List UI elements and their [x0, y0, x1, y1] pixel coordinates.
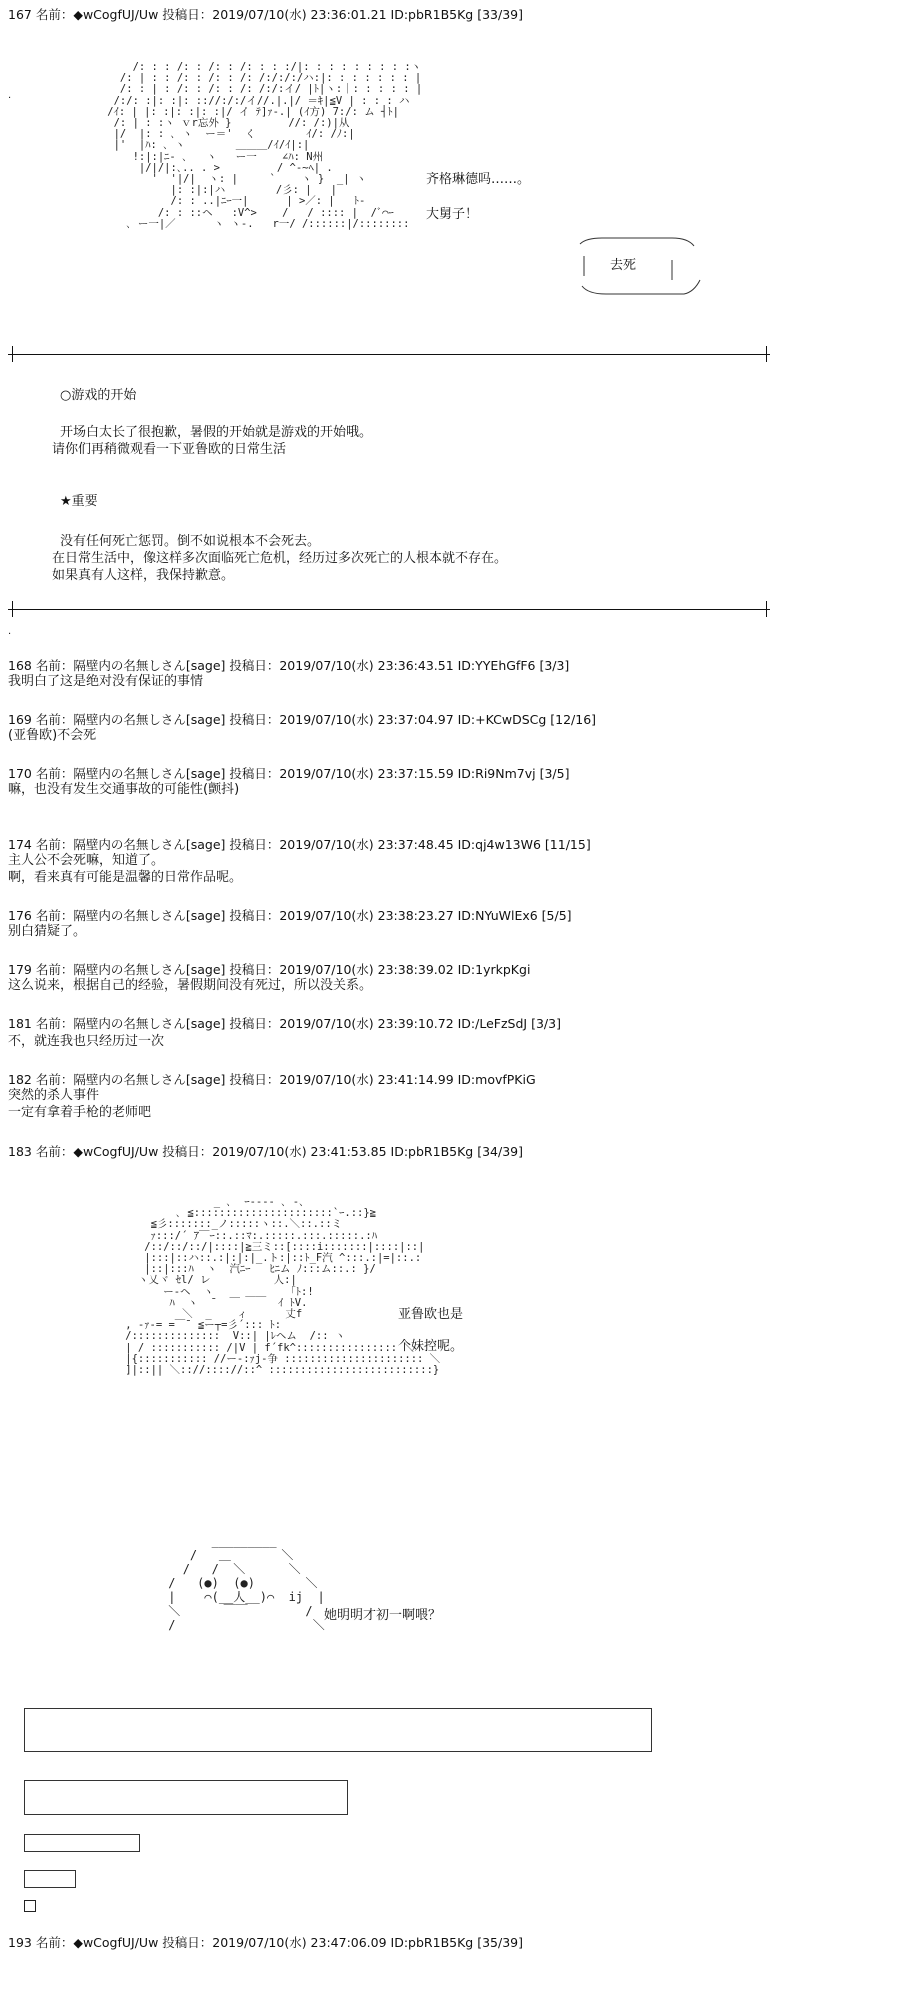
post-header: 179 名前：隔壁内の名無しさん[sage] 投稿日：2019/07/10(水) 23:38:39.02 ID:1yrkpKgi [8, 962, 531, 977]
empty-box [24, 1708, 652, 1752]
ascii-art-character: _ ､ ｰ-‐-- ､ -､ ､ ≦::::::::::::::::::::::`ｰ.::}≧ ≦彡:::::::_ノ:::::ヽ::.＼::.::ミ ｧ:::/´ ｱ￣ｰ::.::ﾏ:.:::::.:::.:::::.:ﾊ /::/::/::/|::::|≧三ミ::[::::i:::::::|::::|::| |:::|::ハ::.:|:|:|_.ト:|::ﾄ_F汽 ^:::.:|=|::.: |::|:::ﾊ ヽ 汽ﾆｰ ﾋﾆム ﾉ:::ム::.: }/ ヽ乂ヾ ｾl/ レ 人:| ー-ヘ ヽ ＿＿ 「ﾄ:! ﾊ ヽ ¯ ￣ ｲ ﾄV. ＼ _ ィ 丈f , -ｧ-= =￣¯ ≦ー┬=彡´::: ﾄ: /:::::::::::::: V::| |ﾚヘム /:: ヽ | / ::::::::::: /|V | f´fk^:::::::::::::::: ＼ |{::::::::::: //ー-:ｧj-争 :::::::::::::::::::::: ＼ ]|::|| ＼:://:::://::^ ::::::::::::::::::::::::::} [125, 1196, 441, 1377]
divider-cap [766, 346, 767, 362]
post-header: 170 名前：隔壁内の名無しさん[sage] 投稿日：2019/07/10(水) 23:37:15.59 ID:Ri9Nm7vj [3/5] [8, 766, 570, 781]
narration-line: 如果真有人这样，我保持歉意。 [52, 568, 235, 583]
post-body-line: 不，就连我也只经历过一次 [8, 1034, 165, 1049]
divider-cap [12, 601, 13, 617]
divider [8, 354, 770, 355]
divider-cap [12, 346, 13, 362]
narration-line: 开场白太长了很抱歉，暑假的开始就是游戏的开始哦。 [60, 425, 373, 440]
ascii-art-character: /: : : /: : /: : /: : : :/|: : : : : : : : :ヽ /: | : : /: : /: : /: /:/:/:/ハ:|: : : : : : : | /: : | : /: : /: : /: /:/:イ/ |ﾄ|ヽ:｜: : : : : | /:/: :|: :|: :://:/:/イ//.|.|/ ＝ｷ|≦V | : : : ハ /ｲ: | |: :|: :|: :|/ イ ﾃ]ｧ-.| (ｲ方) 7:/: ム ┤ﾄ| /: | : :ヽ ｖr忘外 } //: /:)|从 |/ |: : ､ ヽ ー＝' く ｲ/: /ﾉ:| |' |ﾊ: ､ ヽ ＿＿＿/ｲ/ｲ|:| !:|:|ﾆ- ､ ヽ ー一 ∠ﾊ: N州 |/|/|:､.. . > / ^-~ﾍ| . ' '|/| ヽ: | ` ヽ } _| ヽ |: :|:|ハ /彡: | | /: : ..|ﾆｰ一| | >／: | ﾄ- /: : ::ヘ :V^> / / :::: | /ﾞ⌒ｰ ､ ー一|／ ヽ ヽ-. r一/ /::::::|/:::::::: [107, 61, 423, 230]
post-body-line: 别白猜疑了。 [8, 924, 87, 939]
post-body-line: 我明白了这是绝对没有保证的事情 [8, 674, 204, 689]
empty-square [24, 1900, 36, 1912]
post-header: 181 名前：隔壁内の名無しさん[sage] 投稿日：2019/07/10(水) 23:39:10.72 ID:/LeFzSdJ [3/3] [8, 1016, 561, 1031]
post-header: 169 名前：隔壁内の名無しさん[sage] 投稿日：2019/07/10(水) 23:37:04.97 ID:+KCwDSCg [12/16] [8, 712, 597, 727]
section-title: ○游戏的开始 [60, 388, 137, 403]
divider [8, 609, 770, 610]
post-body-line: 主人公不会死嘛，知道了。 [8, 853, 165, 868]
empty-box [24, 1834, 140, 1852]
dialog-line: 个妹控呢。 [398, 1339, 464, 1354]
post-body-line: 突然的杀人事件 [8, 1088, 100, 1103]
ascii-art-face: _________ / ＿ ＼ / / ＼ ＼ / (●) (●) ＼ | ⌒(__人__)⌒ ij | ＼ ￣￣ / / ＼ [168, 1534, 325, 1632]
divider-cap [766, 601, 767, 617]
post-body-line: 这么说来，根据自己的经验，暑假期间没有死过，所以没关系。 [8, 978, 373, 993]
narration-line: 没有任何死亡惩罚。倒不如说根本不会死去。 [60, 534, 321, 549]
stray-dot: . [8, 626, 12, 637]
dialog-line: 齐格琳德吗……。 [426, 172, 531, 187]
dialog-line: 大舅子！ [426, 207, 479, 222]
post-header: 183 名前：◆wCogfUJ/Uw 投稿日：2019/07/10(水) 23:41:53.85 ID:pbR1B5Kg [34/39] [8, 1144, 523, 1159]
section-title: ★重要 [60, 494, 98, 509]
stray-dot: . [8, 90, 12, 101]
post-header: 168 名前：隔壁内の名無しさん[sage] 投稿日：2019/07/10(水) 23:36:43.51 ID:YYEhGfF6 [3/3] [8, 658, 570, 673]
post-header: 182 名前：隔壁内の名無しさん[sage] 投稿日：2019/07/10(水) 23:41:14.99 ID:movfPKiG [8, 1072, 536, 1087]
post-body-line: (亚鲁欧)不会死 [8, 728, 97, 743]
post-header: 174 名前：隔壁内の名無しさん[sage] 投稿日：2019/07/10(水) 23:37:48.45 ID:qj4w13W6 [11/15] [8, 837, 591, 852]
empty-box [24, 1870, 76, 1888]
dialog-line: 亚鲁欧也是 [398, 1307, 464, 1322]
post-body-line: 嘛，也没有发生交通事故的可能性(颤抖) [8, 782, 240, 797]
dialog-line: 她明明才初一啊喂？ [324, 1608, 442, 1623]
post-header: 176 名前：隔壁内の名無しさん[sage] 投稿日：2019/07/10(水) 23:38:23.27 ID:NYuWlEx6 [5/5] [8, 908, 572, 923]
post-header: 167 名前：◆wCogfUJ/Uw 投稿日：2019/07/10(水) 23:36:01.21 ID:pbR1B5Kg [33/39] [8, 7, 523, 22]
post-header: 193 名前：◆wCogfUJ/Uw 投稿日：2019/07/10(水) 23:47:06.09 ID:pbR1B5Kg [35/39] [8, 1935, 523, 1950]
speech-bubble [572, 236, 704, 300]
post-body-line: 啊，看来真有可能是温馨的日常作品呢。 [8, 870, 243, 885]
empty-box [24, 1780, 348, 1815]
narration-line: 请你们再稍微观看一下亚鲁欧的日常生活 [52, 442, 287, 457]
narration-line: 在日常生活中，像这样多次面临死亡危机，经历过多次死亡的人根本就不存在。 [52, 551, 508, 566]
post-body-line: 一定有拿着手枪的老师吧 [8, 1105, 152, 1120]
speech-bubble-text: 去死 [610, 258, 637, 273]
